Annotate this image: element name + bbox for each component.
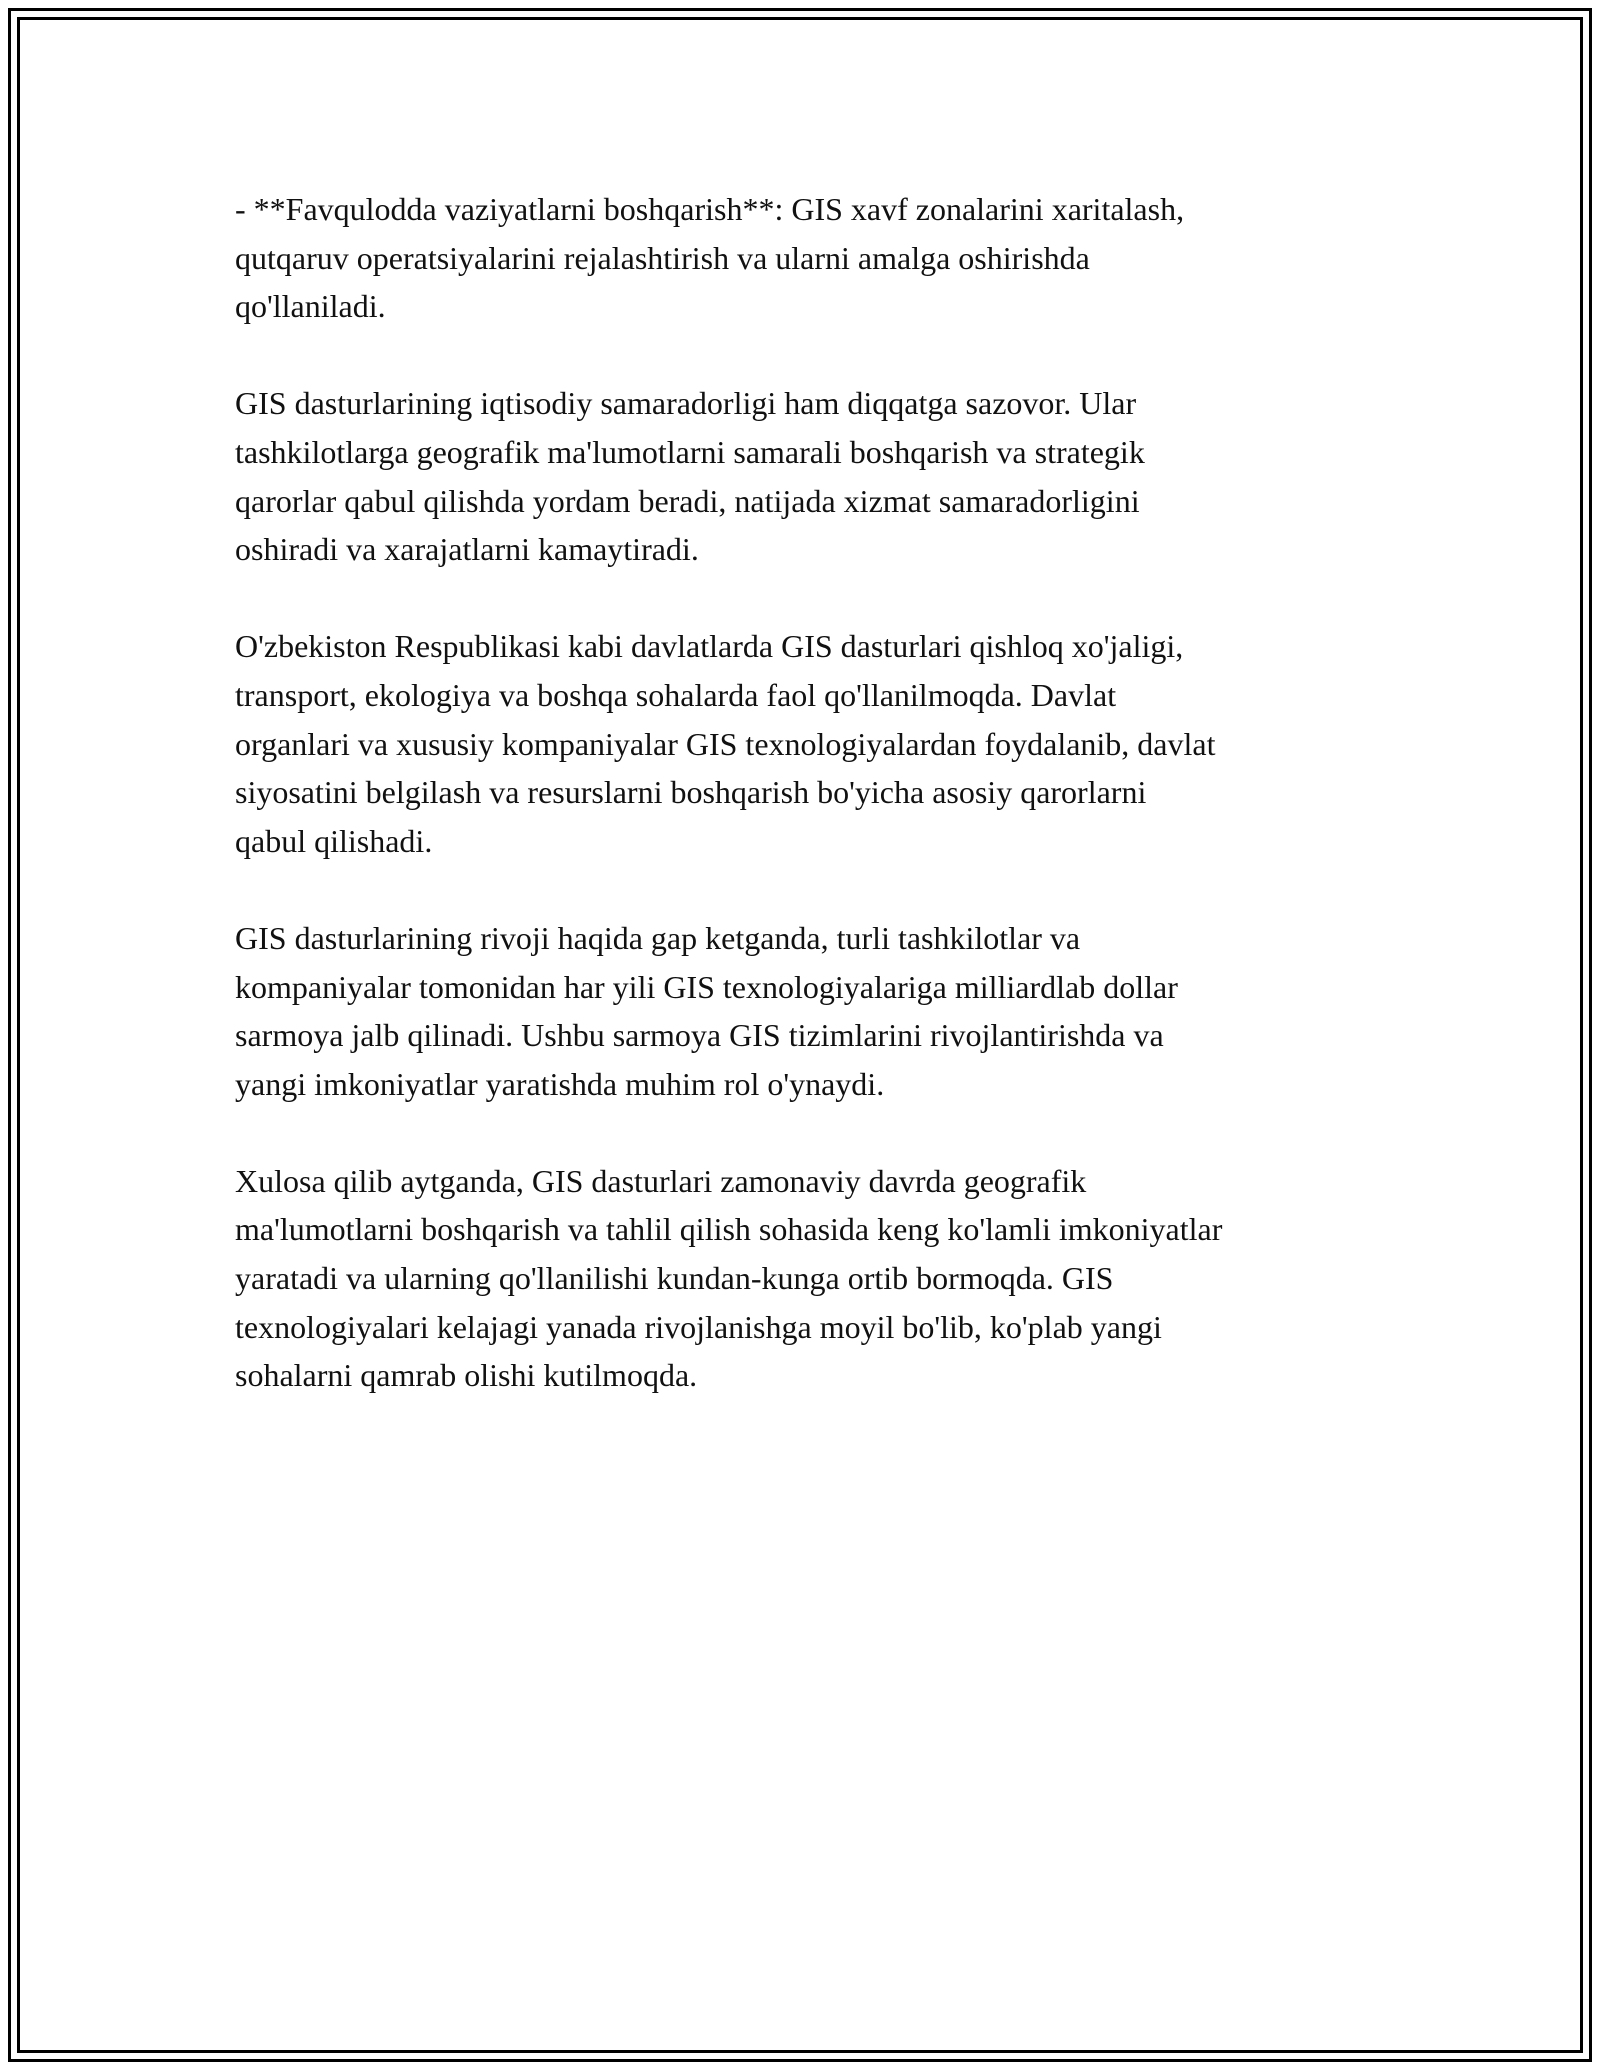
text-line: - **Favqulodda vaziyatlarni boshqarish**: GIS xavf zonalarini xaritalash, bbox=[235, 191, 1185, 227]
text-line: GIS dasturlarining rivoji haqida gap ketganda, turli tashkilotlar va bbox=[235, 919, 1081, 956]
document-body bbox=[235, 185, 1395, 1448]
text-line: sarmoya jalb qilinadi. Ushbu sarmoya GIS tizimlarini rivojlantirishda va bbox=[235, 1017, 1164, 1054]
text-line: O'zbekiston Respublikasi kabi davlatlarda GIS dasturlari qishloq xo'jaligi, bbox=[235, 628, 1184, 665]
text-line: Xulosa qilib aytganda, GIS dasturlari zamonaviy davrda geografik bbox=[235, 1162, 1087, 1199]
text-line: qarorlar qabul qilishda yordam beradi, natijada xizmat samaradorligini bbox=[235, 482, 1140, 519]
text-line: ma'lumotlarni boshqarish va tahlil qilish sohasida keng ko'lamli imkoniyatlar bbox=[235, 1211, 1223, 1248]
text-line: tashkilotlarga geografik ma'lumotlarni samarali boshqarish va strategik bbox=[235, 433, 1145, 470]
text-line: qabul qilishadi. bbox=[235, 822, 433, 859]
text-line: transport, ekologiya va boshqa sohalarda faol qo'llanilmoqda. Davlat bbox=[235, 676, 1117, 713]
text-line: texnologiyalari kelajagi yanada rivojlanishga moyil bo'lib, ko'plab yangi bbox=[235, 1308, 1162, 1345]
text-line: siyosatini belgilash va resurslarni boshqarish bo'yicha asosiy qarorlarni bbox=[235, 774, 1147, 811]
text-line: yaratadi va ularning qo'llanilishi kundan-kunga ortib bormoqda. GIS bbox=[235, 1260, 1114, 1297]
text-line: organlari va xususiy kompaniyalar GIS texnologiyalardan foydalanib, davlat bbox=[235, 725, 1216, 762]
text-line: oshiradi va xarajatlarni kamaytiradi. bbox=[235, 531, 699, 568]
text-line: kompaniyalar tomonidan har yili GIS texnologiyalariga milliardlab dollar bbox=[235, 968, 1178, 1005]
paragraph-investment bbox=[235, 914, 1395, 1108]
paragraph-emergency-management bbox=[235, 185, 1395, 331]
paragraph-uzbekistan-usage bbox=[235, 622, 1395, 865]
text-line: qutqaruv operatsiyalarini rejalashtirish va ularni amalga oshirishda bbox=[235, 239, 1090, 276]
text-line: yangi imkoniyatlar yaratishda muhim rol o'ynaydi. bbox=[235, 1065, 885, 1102]
text-line: qo'llaniladi. bbox=[235, 288, 386, 325]
text-line: sohalarni qamrab olishi kutilmoqda. bbox=[235, 1357, 698, 1394]
paragraph-economic-efficiency bbox=[235, 379, 1395, 573]
text-line: GIS dasturlarining iqtisodiy samaradorligi ham diqqatga sazovor. Ular bbox=[235, 385, 1137, 422]
paragraph-conclusion bbox=[235, 1157, 1395, 1400]
